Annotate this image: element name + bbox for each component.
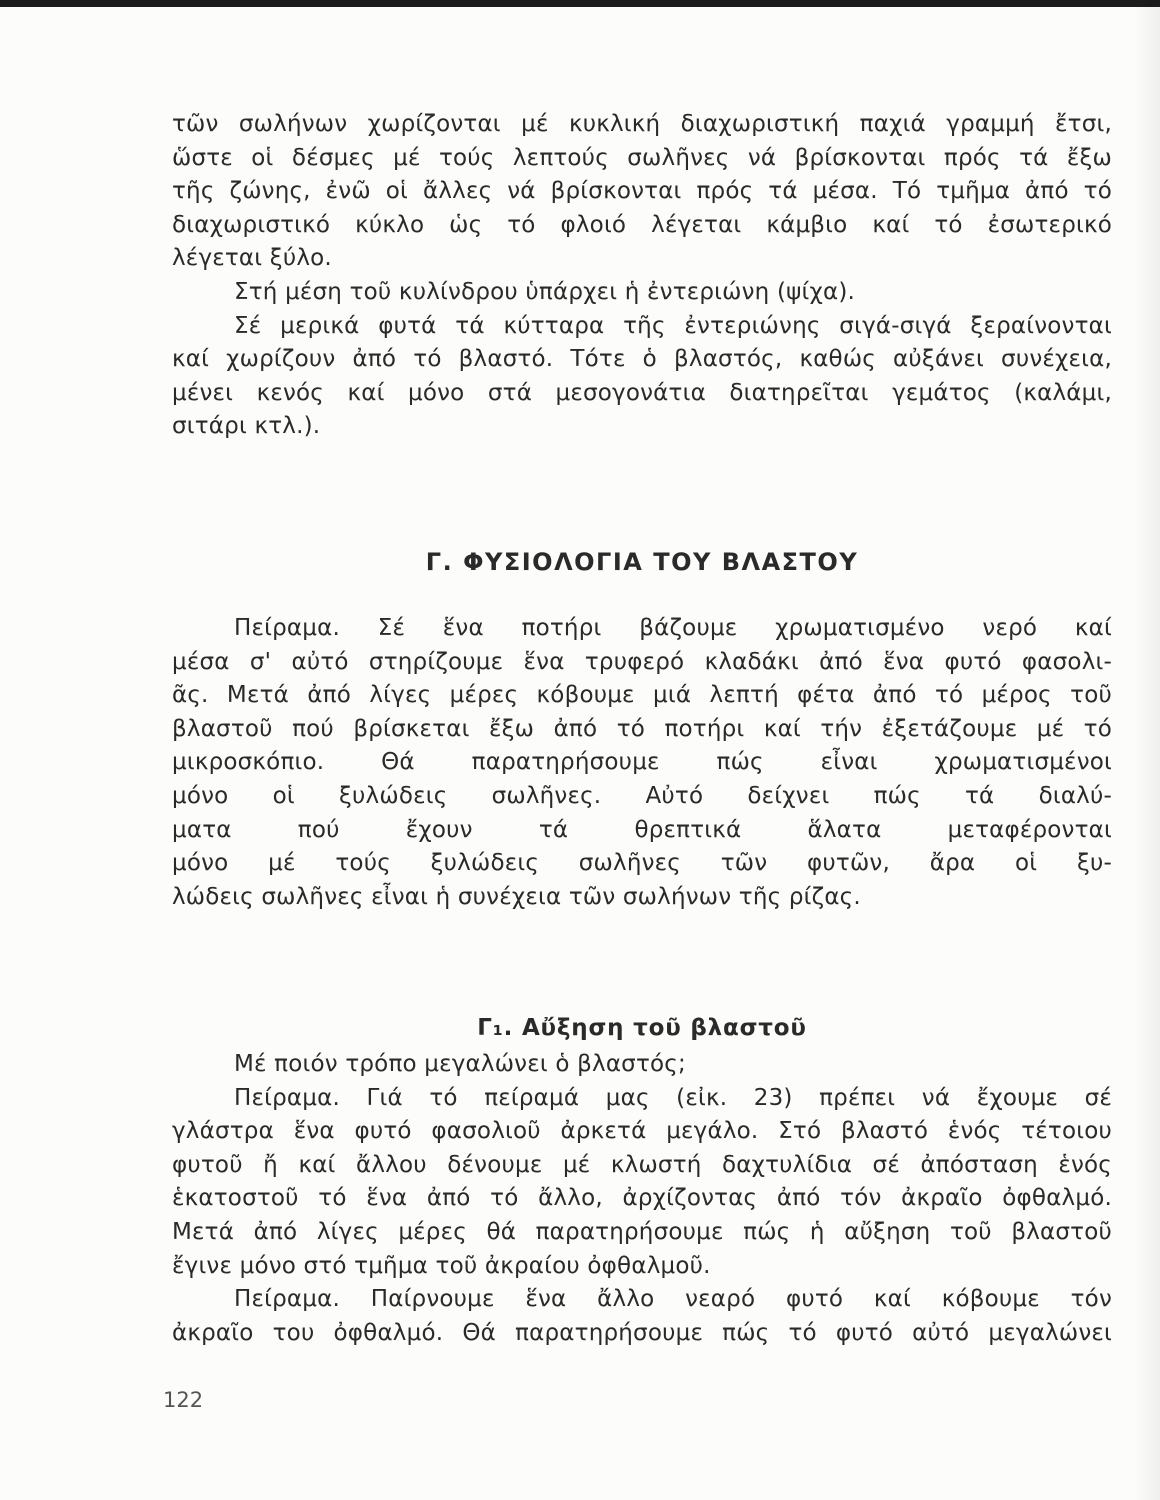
text-line: μόνο μέ τούς ξυλώδεις σωλῆνες τῶν φυτῶν, ἄρα οἱ ξυ- [172, 850, 1112, 877]
text-line: Στή μέση τοῦ κυλίνδρου ὑπάρχει ἡ ἐντεριώνη (ψίχα). [234, 278, 856, 305]
paragraph-block-xylem-cambium [172, 108, 1112, 444]
text-line: φυτοῦ ἤ καί ἄλλου δένουμε μέ κλωστή δαχτυλίδια σέ ἀπόσταση ἑνός [172, 1151, 1112, 1178]
paragraph-block-experiment-colored-water [172, 612, 1112, 914]
text-line: λώδεις σωλῆνες εἶναι ἡ συνέχεια τῶν σωλήνων τῆς ρίζας. [172, 883, 861, 910]
text-line: ματα πού ἔχουν τά θρεπτικά ἅλατα μεταφέρονται [172, 816, 1112, 843]
text-line: τῶν σωλήνων χωρίζονται μέ κυκλική διαχωριστική παχιά γραμμή ἔτσι, [172, 111, 1112, 137]
text-line: μένει κενός καί μόνο στά μεσογονάτια διατηρεῖται γεμάτος (καλάμι, [172, 379, 1112, 406]
subsection-heading: Γ₁. Αὔξηση τοῦ βλαστοῦ [477, 1015, 807, 1041]
text-line: βλαστοῦ πού βρίσκεται ἔξω ἀπό τό ποτήρι καί τήν ἐξετάζουμε μέ τό [172, 715, 1112, 742]
text-line: ἑκατοστοῦ τό ἕνα ἀπό τό ἄλλο, ἀρχίζοντας ἀπό τόν ἀκραῖο ὀφθαλμό. [172, 1185, 1112, 1212]
text-line: ᾶς. Μετά ἀπό λίγες μέρες κόβουμε μιά λεπτή φέτα ἀπό τό μέρος τοῦ [172, 682, 1112, 709]
text-line: Μετά ἀπό λίγες μέρες θά παρατηρήσουμε πώς ἡ αὔξηση τοῦ βλαστοῦ [172, 1218, 1112, 1245]
section-heading: Γ. ΦΥΣΙΟΛΟΓΙΑ ΤΟΥ ΒΛΑΣΤΟΥ [425, 548, 859, 576]
text-line: διαχωριστικό κύκλο ὡς τό φλοιό λέγεται κάμβιο καί τό ἐσωτερικό [172, 211, 1112, 238]
paragraph-block-stem-growth [172, 1048, 1112, 1350]
text-line: σιτάρι κτλ.). [172, 413, 321, 440]
text-line: Πείραμα. Παίρνουμε ἕνα ἄλλο νεαρό φυτό καί κόβουμε τόν [234, 1286, 1112, 1313]
text-line: Πείραμα. Γιά τό πείραμά μας (εἰκ. 23) πρέπει νά ἔχουμε σέ [234, 1084, 1112, 1111]
text-line: λέγεται ξύλο. [172, 245, 332, 272]
text-line: ὥστε οἱ δέσμες μέ τούς λεπτούς σωλῆνες νά βρίσκονται πρός τά ἔξω [172, 144, 1112, 171]
text-line: Μέ ποιόν τρόπο μεγαλώνει ὁ βλαστός; [234, 1051, 686, 1077]
text-line: μικροσκόπιο. Θά παρατηρήσουμε πώς εἶναι χρωματισμένοι [172, 749, 1112, 776]
page-number: 122 [163, 1388, 204, 1412]
text-line: καί χωρίζουν ἀπό τό βλαστό. Τότε ὁ βλαστός, καθώς αὐξάνει συνέχεια, [172, 346, 1112, 373]
scan-page-shadow [1134, 0, 1160, 1500]
text-line: ἀκραῖο του ὀφθαλμό. Θά παρατηρήσουμε πώς τό φυτό αὐτό μεγαλώνει [172, 1319, 1112, 1346]
scan-top-edge [0, 0, 1160, 7]
text-line: μέσα σ' αὐτό στηρίζουμε ἕνα τρυφερό κλαδάκι ἀπό ἕνα φυτό φασολι- [172, 648, 1112, 675]
text-line: ἔγινε μόνο στό τμῆμα τοῦ ἀκραίου ὀφθαλμοῦ. [172, 1252, 711, 1279]
text-line: Πείραμα. Σέ ἕνα ποτήρι βάζουμε χρωματισμένο νερό καί [234, 615, 1112, 641]
text-line: μόνο οἱ ξυλώδεις σωλῆνες. Αὐτό δείχνει πώς τά διαλύ- [172, 782, 1112, 809]
text-line: Σέ μερικά φυτά τά κύτταρα τῆς ἐντεριώνης σιγά-σιγά ξεραίνονται [234, 312, 1112, 339]
text-line: τῆς ζώνης, ἐνῶ οἱ ἄλλες νά βρίσκονται πρός τά μέσα. Τό τμῆμα ἀπό τό [172, 178, 1112, 205]
text-line: γλάστρα ἕνα φυτό φασολιοῦ ἀρκετά μεγάλο. Στό βλαστό ἑνός τέτοιου [172, 1118, 1112, 1145]
